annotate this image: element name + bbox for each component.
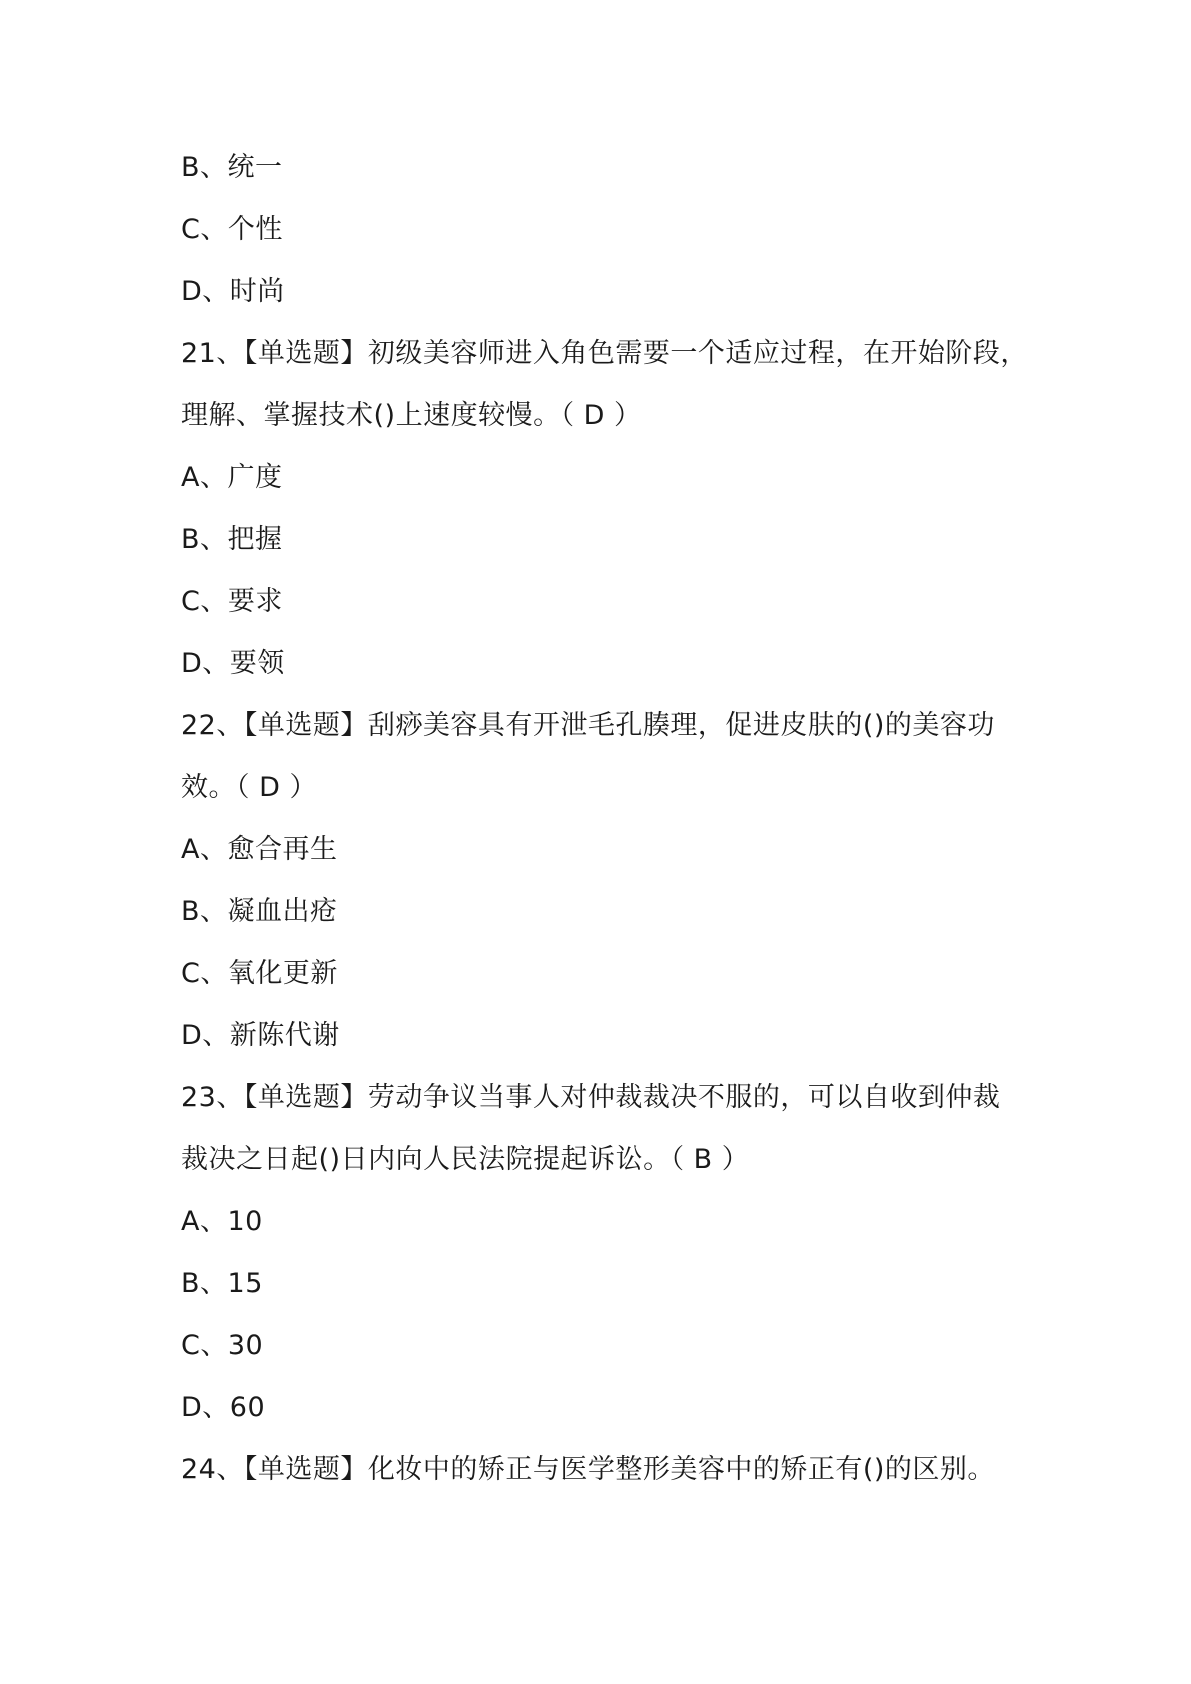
option-line: B、凝血出疮 bbox=[181, 896, 338, 927]
option-line: C、要求 bbox=[181, 586, 283, 617]
option-line: D、要领 bbox=[181, 648, 285, 679]
option-line: B、把握 bbox=[181, 524, 283, 555]
question-line: 22、【单选题】刮痧美容具有开泄毛孔腠理，促进皮肤的()的美容功 bbox=[181, 710, 995, 741]
option-line: C、氧化更新 bbox=[181, 958, 338, 989]
option-line: C、个性 bbox=[181, 214, 283, 245]
question-line: 23、【单选题】劳动争议当事人对仲裁裁决不服的，可以自收到仲裁 bbox=[181, 1082, 1001, 1113]
option-line: C、30 bbox=[181, 1330, 264, 1361]
option-line: A、10 bbox=[181, 1206, 263, 1237]
option-line: B、15 bbox=[181, 1268, 263, 1299]
option-line: D、新陈代谢 bbox=[181, 1020, 340, 1051]
question-line: 效。（ D ） bbox=[181, 772, 317, 803]
option-line: A、广度 bbox=[181, 462, 283, 493]
option-line: B、统一 bbox=[181, 152, 283, 183]
option-line: D、时尚 bbox=[181, 276, 285, 307]
question-line: 21、【单选题】初级美容师进入角色需要一个适应过程，在开始阶段， bbox=[181, 338, 1028, 369]
option-line: A、愈合再生 bbox=[181, 834, 338, 865]
option-line: D、60 bbox=[181, 1392, 266, 1423]
question-line: 理解、掌握技术()上速度较慢。（ D ） bbox=[181, 400, 642, 431]
question-line: 裁决之日起()日内向人民法院提起诉讼。（ B ） bbox=[181, 1144, 750, 1175]
question-line: 24、【单选题】化妆中的矫正与医学整形美容中的矫正有()的区别。 bbox=[181, 1454, 995, 1485]
